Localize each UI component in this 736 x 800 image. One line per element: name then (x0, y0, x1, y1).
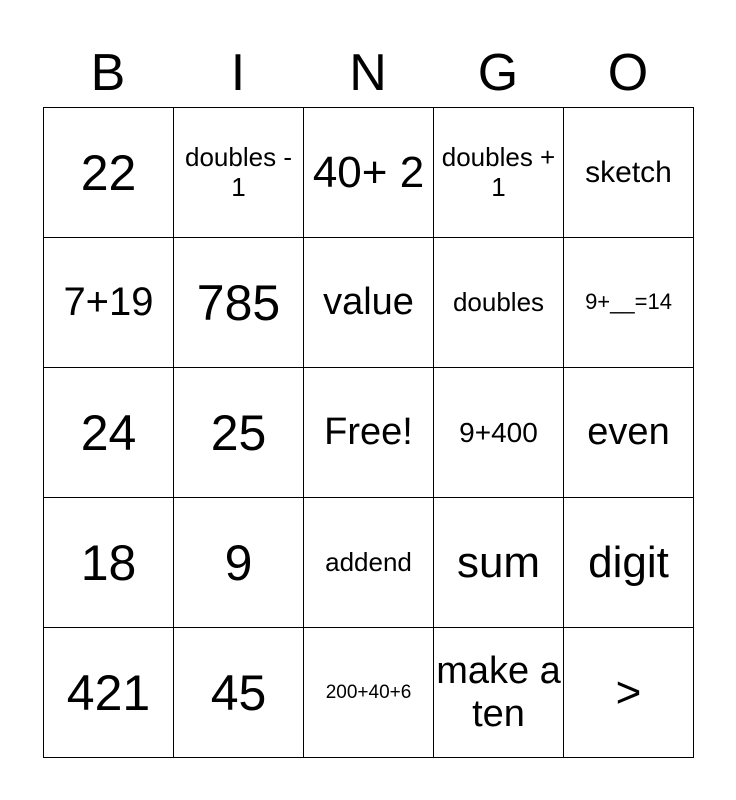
bingo-cell-r1-c2[interactable] (174, 108, 304, 238)
cell-text: doubles + 1 (441, 142, 556, 202)
cell-text: 45 (210, 664, 267, 721)
cell-text: 200+40+6 (325, 681, 412, 703)
cell-text: value (323, 281, 414, 324)
bingo-cell-r4-c2[interactable] (174, 498, 304, 628)
bingo-cell-r1-c5[interactable] (564, 108, 694, 238)
cell-text: 9 (224, 534, 253, 591)
bingo-cell-r5-c2[interactable] (174, 628, 304, 758)
bingo-cell-r4-c5[interactable] (564, 498, 694, 628)
cell-text: sum (456, 537, 541, 587)
bingo-cell-r4-c1[interactable] (44, 498, 174, 628)
cell-text: make a ten (436, 649, 561, 735)
bingo-header (43, 40, 693, 106)
cell-text: > (615, 667, 642, 717)
cell-text: 785 (196, 274, 281, 331)
bingo-cell-r2-c3[interactable] (304, 238, 434, 368)
bingo-cell-r5-c3[interactable] (304, 628, 434, 758)
bingo-cell-r2-c1[interactable] (44, 238, 174, 368)
cell-text: 7+19 (63, 280, 154, 325)
bingo-cell-r3-c3[interactable] (304, 368, 434, 498)
bingo-cell-r2-c5[interactable] (564, 238, 694, 368)
cell-text: 18 (80, 534, 137, 591)
bingo-cell-r3-c5[interactable] (564, 368, 694, 498)
bingo-cell-r1-c3[interactable] (304, 108, 434, 238)
bingo-cell-r5-c5[interactable] (564, 628, 694, 758)
bingo-grid (43, 107, 694, 758)
bingo-cell-r5-c4[interactable] (434, 628, 564, 758)
cell-text: doubles (452, 286, 545, 317)
cell-text: addend (325, 546, 412, 577)
cell-text: sketch (585, 155, 672, 189)
bingo-cell-r5-c1[interactable] (44, 628, 174, 758)
cell-text: 25 (210, 404, 267, 461)
bingo-cell-r1-c1[interactable] (44, 108, 174, 238)
cell-text: 22 (80, 144, 137, 201)
cell-text: even (587, 411, 670, 454)
bingo-cell-r4-c3[interactable] (304, 498, 434, 628)
cell-text: 9+__=14 (585, 289, 672, 315)
cell-text: 421 (66, 664, 151, 721)
bingo-cell-r2-c4[interactable] (434, 238, 564, 368)
header-letter-b: B (90, 44, 126, 102)
cell-text: digit (588, 537, 669, 587)
bingo-cell-r4-c4[interactable] (434, 498, 564, 628)
bingo-cell-r2-c2[interactable] (174, 238, 304, 368)
bingo-cell-r1-c4[interactable] (434, 108, 564, 238)
cell-text: Free! (324, 411, 413, 454)
cell-text: 9+400 (459, 416, 538, 448)
bingo-cell-r3-c2[interactable] (174, 368, 304, 498)
header-letter-n: N (349, 44, 387, 102)
bingo-cell-r3-c4[interactable] (434, 368, 564, 498)
cell-text: 40+ 2 (312, 147, 425, 197)
header-letter-o: O (607, 44, 649, 102)
cell-text: doubles - 1 (185, 142, 292, 202)
bingo-cell-r3-c1[interactable] (44, 368, 174, 498)
header-letter-i: I (230, 44, 246, 102)
cell-text: 24 (80, 404, 137, 461)
header-letter-g: G (477, 44, 519, 102)
